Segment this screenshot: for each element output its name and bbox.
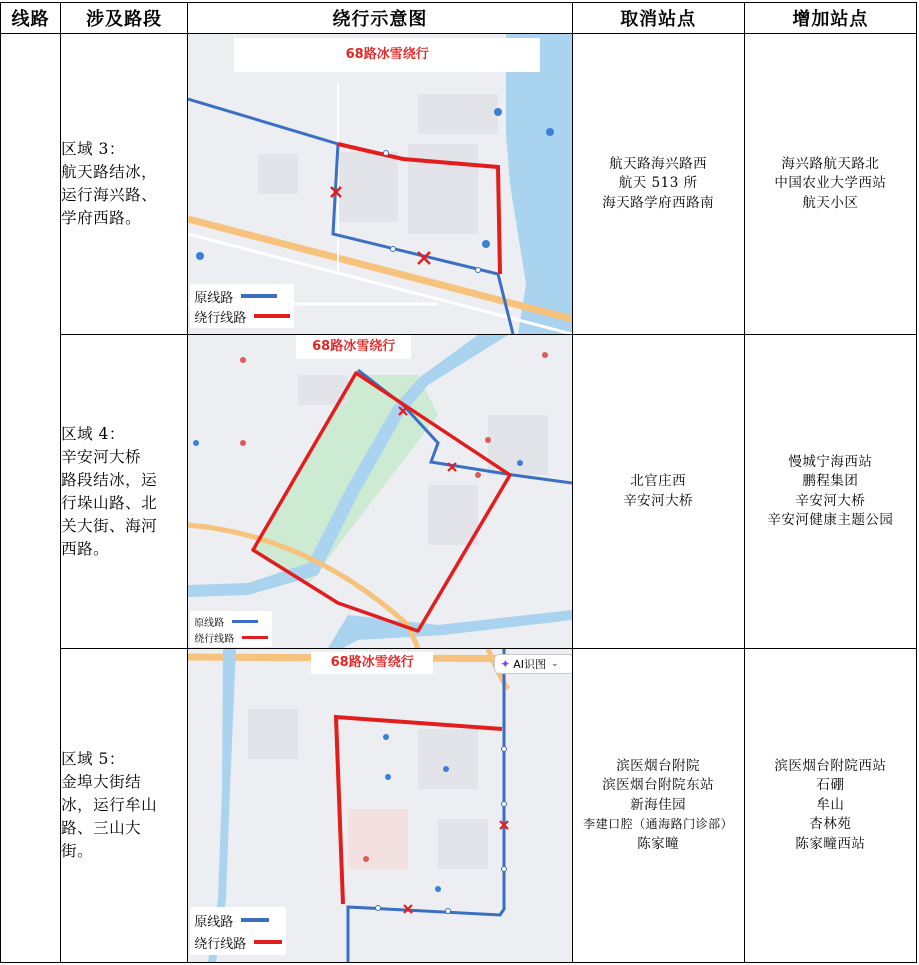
segment-cell (61, 335, 188, 649)
table-row (1, 34, 917, 335)
map-title: 68路冰雪绕行 (234, 38, 540, 72)
legend-detour-label: 绕行线路 (194, 936, 247, 952)
add-stop: 陈家疃西站 (795, 835, 866, 852)
segment-line: 冰，运行牟山 (61, 796, 158, 814)
segment-line: 关大街、海河 (61, 516, 158, 535)
add-stops-cell (744, 335, 916, 649)
segment-line: 行垛山路、北 (61, 493, 158, 512)
add-stop: 牟山 (816, 796, 845, 813)
segment-line: 区域 5： (61, 750, 125, 768)
cancel-stops-cell (572, 34, 744, 335)
header-map: 绕行示意图 (188, 3, 572, 34)
add-stops-cell (744, 34, 916, 335)
segment-line: 学府西路。 (61, 209, 142, 227)
map-title: 68路冰雪绕行 (311, 652, 433, 674)
add-stop: 鹏程集团 (802, 473, 859, 489)
cancel-stop: 滨医烟台附院 (616, 757, 701, 774)
detour-map (188, 34, 572, 334)
segment-cell (61, 34, 188, 335)
add-stop: 滨医烟台附院西站 (774, 757, 887, 774)
legend-original-label: 原线路 (194, 914, 234, 930)
detour-table (0, 2, 917, 963)
legend-original-swatch (232, 620, 258, 623)
legend-original-swatch (241, 294, 277, 298)
segment-line: 运行海兴路、 (61, 186, 158, 204)
header-cancel-stops: 取消站点 (572, 3, 744, 34)
segment-line: 区域 4： (61, 424, 125, 443)
line-cell (1, 34, 61, 963)
cancel-stop: 李建口腔（通海路门诊部） (583, 817, 734, 832)
segment-line: 辛安河大桥 (61, 447, 142, 466)
cancel-stops-cell (572, 649, 744, 963)
add-stop: 中国农业大学西站 (774, 175, 887, 192)
cancel-stop: 北官庄西 (630, 473, 687, 489)
segment-line: 路、三山大 (61, 819, 142, 837)
map-cell (188, 335, 572, 649)
header-segment: 涉及路段 (61, 3, 188, 34)
header-row (1, 3, 917, 34)
segment-line: 西路。 (61, 539, 110, 558)
cancel-stop: 海天路学府西路南 (602, 194, 715, 211)
map-cell (188, 34, 572, 335)
segment-line: 街。 (61, 842, 94, 860)
legend-detour-label: 绕行线路 (194, 633, 235, 645)
legend-original-label: 原线路 (194, 617, 225, 629)
sparkle-icon: ✦ (500, 657, 511, 671)
legend-original-label: 原线路 (194, 290, 234, 306)
add-stops-cell (744, 649, 916, 963)
cancel-stop: 航天 513 所 (618, 175, 698, 192)
detour-map (188, 649, 572, 962)
add-stop: 石硼 (816, 777, 845, 794)
add-stop: 航天小区 (802, 194, 859, 211)
segment-line: 金埠大街结 (61, 773, 142, 791)
cancel-stop: 航天路海兴路西 (609, 155, 708, 172)
ai-recognize-label: AI识图 (513, 658, 547, 671)
cancel-stop: 陈家疃 (637, 835, 680, 852)
segment-cell (61, 649, 188, 963)
legend-original-swatch (241, 918, 269, 922)
ai-recognize-button[interactable] (494, 654, 572, 674)
table-row (1, 335, 917, 649)
chevron-down-icon: ⌄ (551, 659, 559, 669)
legend-detour-swatch (254, 314, 290, 318)
segment-line: 路段结冰，运 (61, 470, 158, 489)
add-stop: 辛安河大桥 (795, 492, 866, 509)
add-stop: 辛安河健康主题公园 (767, 512, 894, 528)
header-line: 线路 (1, 3, 61, 34)
cancel-stops-cell (572, 335, 744, 649)
legend-detour-label: 绕行线路 (194, 310, 247, 326)
cancel-stop: 新海佳园 (630, 796, 687, 813)
detour-map (188, 335, 572, 648)
table-row (1, 649, 917, 963)
cancel-stop: 滨医烟台附院东站 (602, 777, 715, 794)
cancel-stop: 辛安河大桥 (623, 492, 694, 509)
map-svg (188, 335, 572, 648)
map-legend (190, 611, 272, 647)
legend-detour-swatch (242, 636, 268, 639)
add-stop: 慢城宁海西站 (788, 453, 873, 470)
map-legend (190, 907, 286, 955)
segment-line: 区域 3： (61, 140, 125, 158)
legend-detour-swatch (254, 940, 282, 944)
add-stop: 杏林苑 (809, 816, 852, 833)
map-cell (188, 649, 572, 963)
map-legend (190, 284, 294, 328)
header-add-stops: 增加站点 (744, 3, 916, 34)
map-title: 68路冰雪绕行 (296, 335, 411, 359)
add-stop: 海兴路航天路北 (781, 155, 880, 172)
segment-line: 航天路结冰， (61, 163, 158, 181)
